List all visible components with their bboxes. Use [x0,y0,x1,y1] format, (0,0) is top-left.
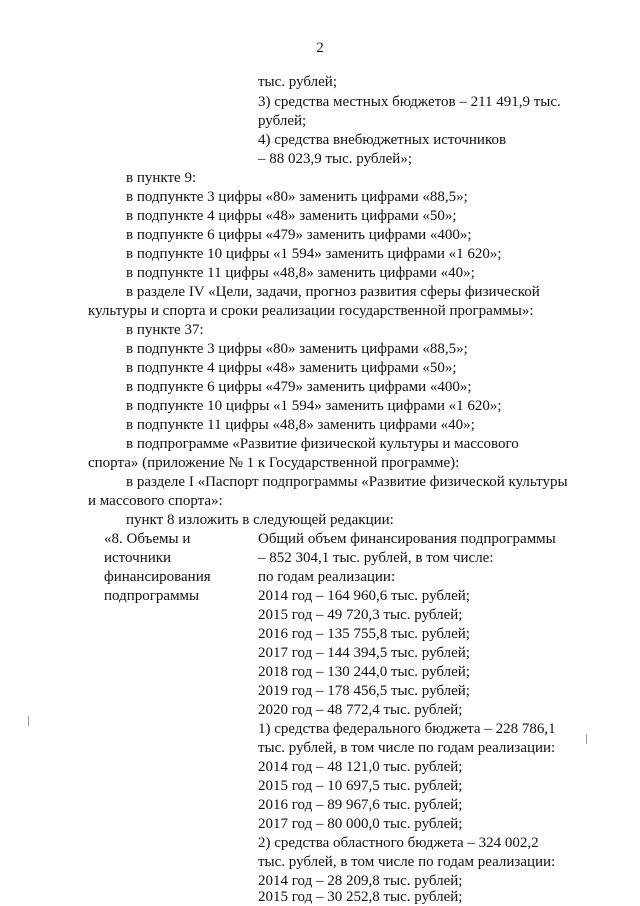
scan-mark [586,734,587,744]
table-right-line: 1) средства федерального бюджета – 228 786,1 [258,721,556,737]
text-line: и массового спорта»: [88,493,223,509]
table-right-line: 2016 год – 89 967,6 тыс. рублей; [258,797,463,813]
table-right-line: 2014 год – 28 209,8 тыс. рублей; [258,873,463,889]
text-line: в подпункте 4 цифры «48» заменить цифрами «50»; [126,360,457,376]
text-line: спорта» (приложение № 1 к Государственной программе): [88,455,460,471]
table-right-line: 2019 год – 178 456,5 тыс. рублей; [258,683,470,699]
text-line: 4) средства внебюджетных источников [258,132,507,148]
text-line: в подпункте 6 цифры «479» заменить цифрами «400»; [126,227,472,243]
table-left-line: «8. Объемы и [104,531,191,547]
table-right-line: 2017 год – 80 000,0 тыс. рублей; [258,816,463,832]
table-right-line: 2014 год – 48 121,0 тыс. рублей; [258,759,463,775]
table-right-line: тыс. рублей, в том числе по годам реализации: [258,854,556,870]
table-right-line: 2015 год – 49 720,3 тыс. рублей; [258,607,463,623]
table-left-line: финансирования [104,569,211,585]
table-left-line: подпрограммы [104,588,200,604]
table-right-line: 2018 год – 130 244,0 тыс. рублей; [258,664,470,680]
table-left-line: источники [104,550,172,566]
table-right-line: Общий объем финансирования подпрограммы [258,531,556,547]
table-right-line: тыс. рублей, в том числе по годам реализации: [258,740,556,756]
table-right-line: – 852 304,1 тыс. рублей, в том числе: [258,550,494,566]
text-line: в подпрограмме «Развитие физической культуры и массового [126,436,519,452]
table-right-line: 2015 год – 10 697,5 тыс. рублей; [258,778,463,794]
text-line: в подпункте 10 цифры «1 594» заменить цифрами «1 620»; [126,246,502,262]
table-right-line: 2) средства областного бюджета – 324 002,2 [258,835,539,851]
text-line: – 88 023,9 тыс. рублей»; [258,151,412,167]
text-line: в разделе IV «Цели, задачи, прогноз развития сферы физической [126,284,540,300]
text-line: пункт 8 изложить в следующей редакции: [126,512,394,528]
text-line: в пункте 37: [126,322,204,338]
text-line: 3) средства местных бюджетов – 211 491,9 тыс. [258,94,561,110]
text-line: в подпункте 11 цифры «48,8» заменить цифрами «40»; [126,265,475,281]
text-line: рублей; [258,113,307,129]
table-right-line: 2014 год – 164 960,6 тыс. рублей; [258,588,470,604]
table-right-line: 2016 год – 135 755,8 тыс. рублей; [258,626,470,642]
text-line: тыс. рублей; [258,74,337,90]
scan-mark [28,716,29,726]
table-right-line: 2017 год – 144 394,5 тыс. рублей; [258,645,470,661]
text-line: в разделе I «Паспорт подпрограммы «Развитие физической культуры [126,474,568,490]
table-right-line: 2015 год – 30 252,8 тыс. рублей; [258,889,463,905]
page-number: 2 [316,40,324,56]
table-right-line: 2020 год – 48 772,4 тыс. рублей; [258,702,463,718]
text-line: в подпункте 10 цифры «1 594» заменить цифрами «1 620»; [126,398,502,414]
text-line: в подпункте 3 цифры «80» заменить цифрами «88,5»; [126,341,468,357]
table-right-line: по годам реализации: [258,569,396,585]
text-line: в подпункте 4 цифры «48» заменить цифрами «50»; [126,208,457,224]
text-line: в подпункте 3 цифры «80» заменить цифрами «88,5»; [126,189,468,205]
text-line: в пункте 9: [126,170,197,186]
text-line: культуры и спорта и сроки реализации государственной программы»: [88,303,534,319]
text-line: в подпункте 6 цифры «479» заменить цифрами «400»; [126,379,472,395]
text-line: в подпункте 11 цифры «48,8» заменить цифрами «40»; [126,417,475,433]
